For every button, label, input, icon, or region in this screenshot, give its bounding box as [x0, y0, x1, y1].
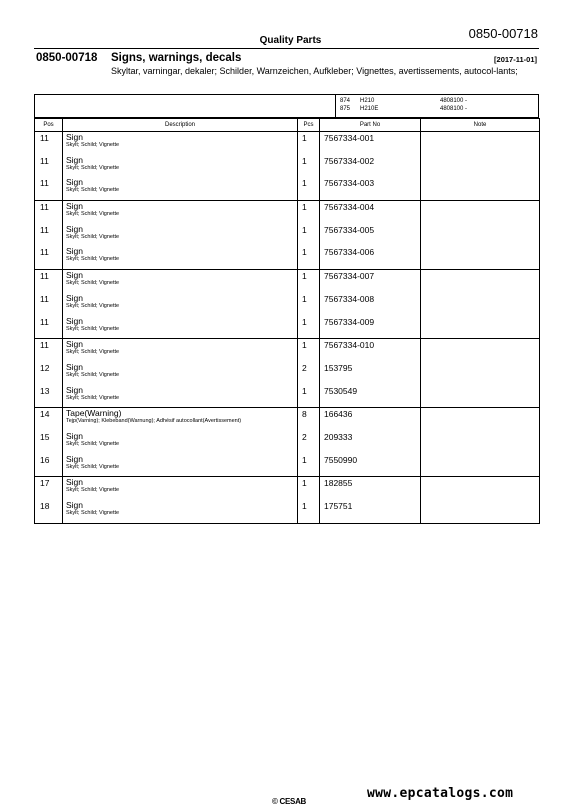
description-translations: Skylt; Schild; Vignette [66, 510, 120, 516]
description-main: Tape(Warning) [66, 408, 122, 419]
cell-note [421, 270, 540, 293]
cell-description [63, 500, 298, 523]
cell-pos: 13 [35, 385, 63, 408]
table-row [35, 408, 540, 431]
cell-description [63, 431, 298, 454]
cell-pcs: 1 [298, 385, 320, 408]
header-divider [34, 48, 539, 49]
description-main: Sign [66, 201, 84, 212]
column-header-description: Description [63, 119, 298, 132]
cell-pos: 11 [35, 201, 63, 224]
description-main: Sign [66, 361, 84, 372]
section-number: 0850-00718 [36, 52, 98, 64]
cell-description [63, 155, 298, 178]
cell-description [63, 201, 298, 224]
cell-pcs: 1 [298, 201, 320, 224]
description-main: Sign [66, 292, 84, 303]
column-header-part-no: Part No [320, 119, 421, 132]
cell-note [421, 224, 540, 247]
cell-note [421, 385, 540, 408]
cell-part-no: 7567334-007 [320, 270, 421, 293]
cell-note [421, 201, 540, 224]
column-header-pos: Pos [35, 119, 63, 132]
description-main: Sign [66, 430, 84, 441]
cell-note [421, 454, 540, 477]
cell-part-no: 209333 [320, 431, 421, 454]
cell-description [63, 454, 298, 477]
column-header-note: Note [421, 119, 540, 132]
cell-pcs: 2 [298, 431, 320, 454]
table-row [35, 201, 540, 224]
cell-note [421, 316, 540, 339]
cell-description [63, 270, 298, 293]
section-date: [2017-11-01] [494, 55, 537, 64]
model-code: 875 [340, 106, 351, 112]
cell-description [63, 177, 298, 200]
description-main: Sign [66, 132, 84, 142]
cell-part-no: 7567334-003 [320, 177, 421, 200]
description-translations: Skylt; Schild; Vignette [66, 280, 120, 287]
cell-pos: 11 [35, 246, 63, 269]
cell-part-no: 7567334-006 [320, 246, 421, 269]
cell-pcs: 1 [298, 132, 320, 155]
section-subtitle: Skyltar, varningar, dekaler; Schilder, Warnzeichen, Aufkleber; Vignettes, avertissements, autocol-lants; [111, 66, 518, 76]
cell-note [421, 155, 540, 178]
table-row [35, 132, 540, 155]
cell-note [421, 177, 540, 200]
cell-pcs: 1 [298, 316, 320, 339]
cell-pcs: 1 [298, 155, 320, 178]
cell-description [63, 408, 298, 431]
cell-description [63, 246, 298, 269]
cell-pcs: 2 [298, 362, 320, 385]
description-translations: Skylt; Schild; Vignette [66, 487, 120, 494]
models-divider [335, 94, 336, 118]
description-main: Sign [66, 154, 84, 165]
cell-part-no: 7567334-002 [320, 155, 421, 178]
description-translations: Skylt; Schild; Vignette [66, 302, 120, 309]
cell-pcs: 1 [298, 477, 320, 500]
cell-pos: 11 [35, 339, 63, 362]
cell-note [421, 246, 540, 269]
cell-part-no: 7567334-010 [320, 339, 421, 362]
description-main: Sign [66, 453, 84, 464]
manufacturer-logo: © CESAB [272, 797, 307, 806]
cell-description [63, 132, 298, 155]
cell-pos: 11 [35, 293, 63, 316]
cell-note [421, 362, 540, 385]
description-main: Sign [66, 500, 84, 510]
table-header-row [35, 119, 540, 132]
cell-pos: 11 [35, 224, 63, 247]
cell-part-no: 166436 [320, 408, 421, 431]
description-main: Sign [66, 339, 84, 350]
cell-part-no: 7567334-005 [320, 224, 421, 247]
cell-description [63, 362, 298, 385]
table-row [35, 224, 540, 247]
cell-pos: 11 [35, 177, 63, 200]
cell-pos: 18 [35, 500, 63, 523]
cell-pos: 11 [35, 155, 63, 178]
cell-pos: 11 [35, 316, 63, 339]
cell-description [63, 339, 298, 362]
page-doc-number: 0850-00718 [468, 26, 538, 41]
cell-pcs: 1 [298, 224, 320, 247]
cell-pos: 14 [35, 408, 63, 431]
cell-pos: 16 [35, 454, 63, 477]
description-translations: Skylt; Schild; Vignette [66, 394, 120, 401]
cell-part-no: 7530549 [320, 385, 421, 408]
description-translations: Skylt; Schild; Vignette [66, 211, 120, 218]
description-translations: Skylt; Schild; Vignette [66, 142, 120, 148]
cell-pos: 15 [35, 431, 63, 454]
cell-pcs: 1 [298, 500, 320, 523]
description-translations: Skylt; Schild; Vignette [66, 349, 120, 356]
table-row [35, 339, 540, 362]
cell-description [63, 293, 298, 316]
table-row [35, 316, 540, 339]
cell-pcs: 8 [298, 408, 320, 431]
cell-description [63, 477, 298, 500]
model-serial: 4808100 - [440, 98, 468, 104]
description-main: Sign [66, 270, 84, 281]
cell-note [421, 431, 540, 454]
cell-note [421, 339, 540, 362]
cell-note [421, 408, 540, 431]
cell-note [421, 500, 540, 523]
table-row [35, 385, 540, 408]
cell-pos: 17 [35, 477, 63, 500]
table-row [35, 270, 540, 293]
cell-part-no: 182855 [320, 477, 421, 500]
model-name: H210E [360, 106, 379, 112]
model-name: H210 [360, 98, 375, 104]
description-main: Sign [66, 223, 84, 234]
description-translations: Skylt; Schild; Vignette [66, 256, 120, 263]
watermark-text: www.epcatalogs.com [367, 786, 514, 801]
cell-part-no: 7567334-004 [320, 201, 421, 224]
table-row [35, 362, 540, 385]
description-main: Sign [66, 384, 84, 395]
cell-pos: 12 [35, 362, 63, 385]
cell-pcs: 1 [298, 177, 320, 200]
description-translations: Skylt; Schild; Vignette [66, 325, 120, 332]
description-translations: Skylt; Schild; Vignette [66, 164, 120, 171]
description-translations: Skylt; Schild; Vignette [66, 187, 120, 194]
parts-table-body [35, 132, 540, 524]
description-translations: Skylt; Schild; Vignette [66, 463, 120, 470]
cell-description [63, 316, 298, 339]
table-row [35, 477, 540, 500]
cell-note [421, 132, 540, 155]
cell-part-no: 7550990 [320, 454, 421, 477]
column-header-pcs: Pcs [298, 119, 320, 132]
table-row [35, 293, 540, 316]
description-translations: Skylt; Schild; Vignette [66, 233, 120, 240]
section-title: Signs, warnings, decals [111, 52, 242, 64]
page-header-title: Quality Parts [259, 35, 322, 46]
description-main: Sign [66, 477, 84, 488]
cell-part-no: 7567334-008 [320, 293, 421, 316]
table-row [35, 155, 540, 178]
cell-part-no: 153795 [320, 362, 421, 385]
cell-pcs: 1 [298, 293, 320, 316]
parts-table [34, 118, 540, 524]
cell-note [421, 477, 540, 500]
cell-note [421, 293, 540, 316]
cell-description [63, 385, 298, 408]
description-main: Sign [66, 315, 84, 326]
table-row [35, 177, 540, 200]
table-row [35, 431, 540, 454]
description-translations: Tejp(Varning); Klebeband(Warnung); Adhésif autocollant(Avertissement) [66, 418, 242, 425]
description-translations: Skylt; Schild; Vignette [66, 371, 120, 378]
cell-pcs: 1 [298, 339, 320, 362]
model-serial: 4808100 - [440, 106, 468, 112]
cell-pcs: 1 [298, 246, 320, 269]
description-main: Sign [66, 177, 84, 188]
cell-pos: 11 [35, 132, 63, 155]
cell-pcs: 1 [298, 454, 320, 477]
cell-part-no: 7567334-009 [320, 316, 421, 339]
cell-description [63, 224, 298, 247]
table-row [35, 454, 540, 477]
cell-part-no: 175751 [320, 500, 421, 523]
model-code: 874 [340, 98, 351, 104]
cell-part-no: 7567334-001 [320, 132, 421, 155]
description-translations: Skylt; Schild; Vignette [66, 440, 120, 447]
description-main: Sign [66, 246, 84, 257]
table-row [35, 500, 540, 523]
table-row [35, 246, 540, 269]
cell-pos: 11 [35, 270, 63, 293]
cell-pcs: 1 [298, 270, 320, 293]
